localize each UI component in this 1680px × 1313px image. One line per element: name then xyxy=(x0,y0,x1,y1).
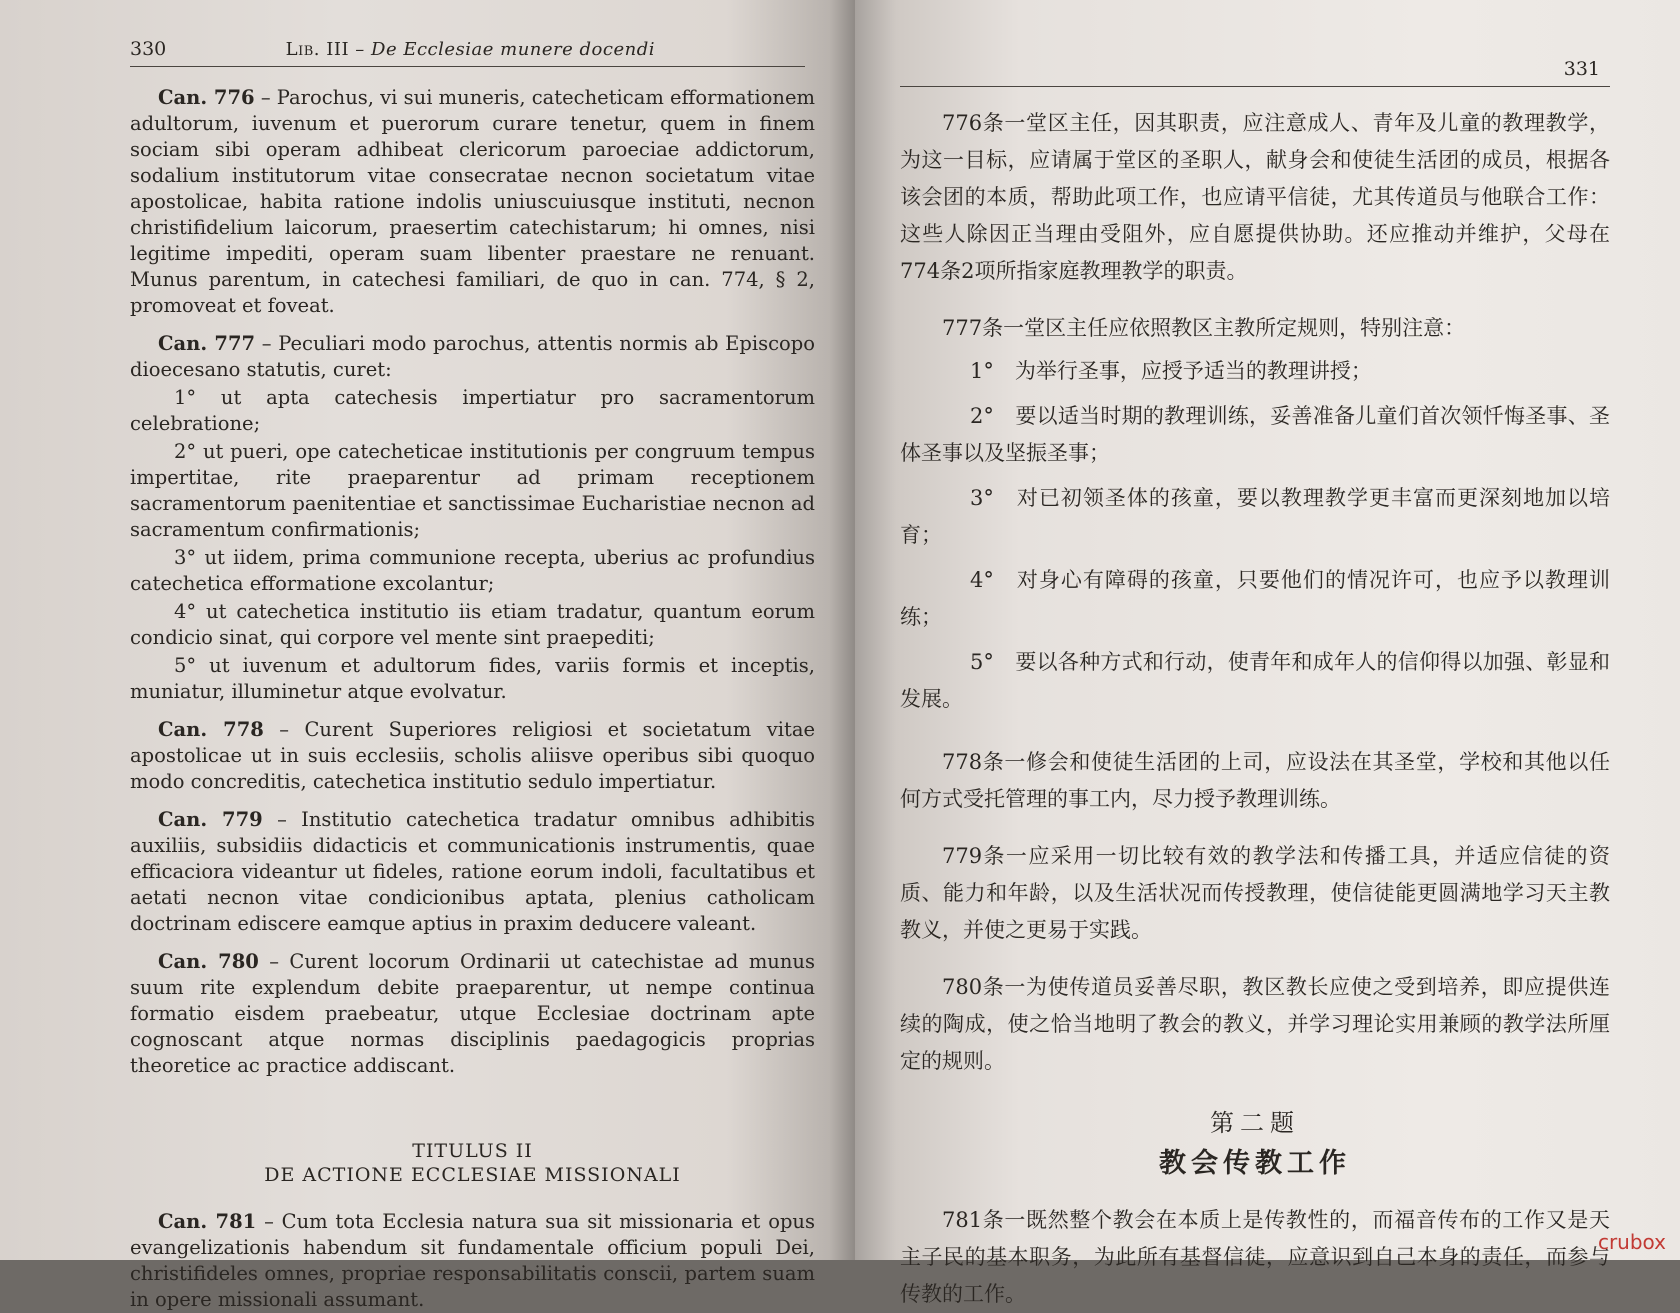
canon-777-zh-item-4: 4° 对身心有障碍的孩童，只要他们的情况许可，也应予以教理训练； xyxy=(900,568,1610,629)
title-number-chinese: 第二题 xyxy=(1210,1109,1300,1137)
canon-777-zh-item-5: 5° 要以各种方式和行动，使青年和成年人的信仰得以加强、彰显和发展。 xyxy=(900,650,1610,711)
canon-780-chinese: 780条一为使传道员妥善尽职，教区教长应使之受到培养，即应提供连续的陶成，使之恰当地明了教会的教义，并学习理论实用兼顾的教学法所厘定的规则。 xyxy=(900,975,1610,1073)
canon-777-item-2: 2° ut pueri, ope catecheticae institutionis per congruum tempus impertitae, rite praeparentur ad primam receptionem sacramentorum paenitentiae et sanctissimae Eucharistiae necnon ad sacramentum confirmationis; xyxy=(130,440,815,541)
titulus-title: DE ACTIONE ECCLESIAE MISSIONALI xyxy=(264,1164,681,1186)
canon-779-chinese: 779条一应采用一切比较有效的教学法和传播工具，并适应信徒的资质、能力和年龄，以及生活状况而传授教理，使信徒能更圆满地学习天主教教义，并使之更易于实践。 xyxy=(900,844,1610,942)
canon-776-latin: Can. 776 – Parochus, vi sui muneris, catecheticam efformationem adultorum, iuvenum et puerorum curare tenetur, quem in finem sociam sibi operam adhibeat clericorum paroeciae addictorum, sodalium institutorum vitae consecratae necnon societatum vitae apostolicae, habita ratione indolis uniuscuiusque instituti, necnon christifidelium laicorum, praesertim catechistarum; hi omnes, nisi legitime impediti, operam suam libenter praestare ne renuant. Munus parentum, in catechesi familiari, de quo in can. 774, § 2, promoveat et foveat. xyxy=(130,86,815,317)
canon-777-chinese-items xyxy=(900,353,1610,718)
canon-779-latin: Can. 779 – Institutio catechetica tradatur omnibus adhibitis auxiliis, subsidiis didacticis et communicationis instrumentis, quae efficaciora videantur ut fideles, ratione eorum indoli, facultatibus et aetati necnon vitae condicionibus aptata, plenius catholicam doctrinam ediscere eamque aptius in praxim deducere valeant. xyxy=(130,808,815,935)
title-name-chinese: 教会传教工作 xyxy=(1159,1148,1351,1179)
canon-777-chinese: 777条一堂区主任应依照教区主教所定规则，特别注意： xyxy=(942,316,1466,340)
canon-777-item-1: 1° ut apta catechesis impertiatur pro sacramentorum celebratione; xyxy=(130,386,815,435)
canon-777-zh-item-1: 1° 为举行圣事，应授予适当的教理讲授； xyxy=(970,359,1372,383)
canon-778-latin: Can. 778 – Curent Superiores religiosi et societatum vitae apostolicae ut in suis ecclesiis, scholis aliisve operibus sibi quoquo modo concreditis, catechetica institutio sedulo impertiatur. xyxy=(130,718,815,793)
canon-777-latin: Can. 777 – Peculiari modo parochus, attentis normis ab Episcopo dioecesano statutis, curet: xyxy=(130,332,815,381)
canon-777-item-3: 3° ut iidem, prima communione recepta, uberius ac profundius catechetica efformatione excolantur; xyxy=(130,546,815,595)
canon-781-latin: Can. 781 – Cum tota Ecclesia natura sua sit missionaria et opus evangelizationis habendum sit fundamentale officium populi Dei, christifideles omnes, propriae responsabilitatis conscii, partem suam in opere missionali assumant. xyxy=(130,1210,816,1311)
running-head-lib: Lib. III xyxy=(285,39,350,60)
canon-777-item-4: 4° ut catechetica institutio iis etiam tradatur, quantum eorum condicio sinat, qui corpore vel mente sint praepediti; xyxy=(130,600,815,649)
left-running-head xyxy=(130,38,805,67)
running-head-title: – De Ecclesiae munere docendi xyxy=(349,39,655,60)
canon-777-latin-items xyxy=(130,385,815,705)
left-running-title xyxy=(286,39,655,60)
titulus-heading xyxy=(130,1139,815,1187)
canon-776-chinese: 776条一堂区主任，因其职责，应注意成人、青年及儿童的教理教学，为这一目标，应请属于堂区的圣职人，献身会和使徒生活团的成员，根据各该会团的本质，帮助此项工作，也应请平信徒，尤其传道员与他联合工作：这些人除因正当理由受阻外，应自愿提供协助。还应推动并维护，父母在774条2项所指家庭教理教学的职责。 xyxy=(900,111,1610,283)
right-page-number: 331 xyxy=(1563,58,1600,80)
title-heading-chinese xyxy=(900,1106,1610,1184)
canon-777-zh-item-3: 3° 对已初领圣体的孩童，要以教理教学更丰富而更深刻地加以培育； xyxy=(900,486,1610,547)
canon-780-latin: Can. 780 – Curent locorum Ordinarii ut catechistae ad munus suum rite explendum debite praeparentur, ut nempe continua formatio eisdem praebeatur, utque Ecclesiae doctrinam apte cognoscant atque normas disciplinis paedagogicis proprias theoretice ac practice addiscant. xyxy=(130,950,815,1077)
canon-781-chinese: 781条一既然整个教会在本质上是传教性的，而福音传布的工作又是天主子民的基本职务，为此所有基督信徒，应意识到自己本身的责任，而参与传教的工作。 xyxy=(900,1208,1610,1306)
canon-777-item-5: 5° ut iuvenum et adultorum fides, variis formis et inceptis, muniatur, illuminetur atque evolvatur. xyxy=(130,654,815,703)
right-page xyxy=(855,0,1680,1306)
left-page-number: 330 xyxy=(130,38,167,60)
canon-777-zh-item-2: 2° 要以适当时期的教理训练，妥善准备儿童们首次领忏悔圣事、圣体圣事以及坚振圣事； xyxy=(900,404,1610,465)
watermark: crubox xyxy=(1597,1230,1666,1254)
right-running-head xyxy=(900,58,1610,87)
canon-778-chinese: 778条一修会和使徒生活团的上司，应设法在其圣堂，学校和其他以任何方式受托管理的事工内，尽力授予教理训练。 xyxy=(900,750,1610,811)
titulus-number: TITULUS II xyxy=(412,1140,533,1162)
